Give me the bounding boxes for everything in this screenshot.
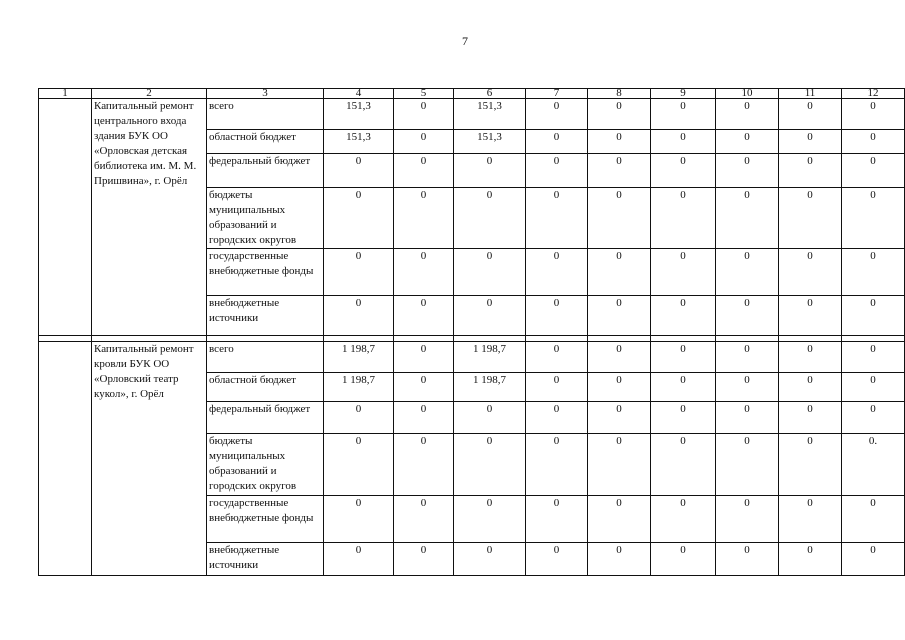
value-cell: 0 [526, 99, 588, 130]
value-cell: 0 [324, 188, 394, 249]
value-cell: 0 [454, 402, 526, 434]
value-cell: 1 198,7 [454, 342, 526, 373]
value-cell: 0 [779, 434, 842, 496]
value-cell: 0 [716, 434, 779, 496]
funding-source: бюджеты муниципальных образований и городских округов [207, 188, 324, 249]
value-cell: 0 [394, 342, 454, 373]
value-cell: 0 [588, 130, 651, 154]
value-cell: 151,3 [324, 99, 394, 130]
value-cell: 0 [779, 99, 842, 130]
value-cell: 0 [526, 342, 588, 373]
value-cell: 0 [842, 154, 905, 188]
value-cell: 0 [651, 543, 716, 576]
value-cell: 1 198,7 [454, 373, 526, 402]
value-cell: 0 [842, 342, 905, 373]
value-cell: 0 [588, 99, 651, 130]
value-cell: 0 [651, 342, 716, 373]
funding-source: федеральный бюджет [207, 402, 324, 434]
value-cell: 0 [716, 154, 779, 188]
funding-source: областной бюджет [207, 130, 324, 154]
value-cell: 0 [526, 249, 588, 296]
value-cell: 0 [779, 342, 842, 373]
value-cell: 0 [454, 296, 526, 336]
value-cell: 0 [779, 188, 842, 249]
value-cell: 151,3 [454, 99, 526, 130]
value-cell: 0 [526, 373, 588, 402]
value-cell: 0 [842, 130, 905, 154]
value-cell: 0 [454, 434, 526, 496]
value-cell: 0 [588, 402, 651, 434]
value-cell: 0 [716, 373, 779, 402]
value-cell: 0 [651, 130, 716, 154]
funding-source: государственные внебюджетные фонды [207, 496, 324, 543]
value-cell: 0 [526, 154, 588, 188]
value-cell: 0 [526, 296, 588, 336]
column-number-10: 10 [716, 89, 779, 99]
value-cell: 0 [651, 496, 716, 543]
value-cell: 0 [716, 99, 779, 130]
value-cell: 0 [651, 373, 716, 402]
column-number-8: 8 [588, 89, 651, 99]
value-cell: 0 [842, 296, 905, 336]
value-cell: 0 [716, 496, 779, 543]
funding-source: бюджеты муниципальных образований и городских округов [207, 434, 324, 496]
value-cell: 0 [454, 496, 526, 543]
value-cell: 0 [454, 543, 526, 576]
value-cell: 1 198,7 [324, 342, 394, 373]
value-cell: 0 [651, 99, 716, 130]
value-cell: 0 [716, 342, 779, 373]
value-cell: 0 [588, 373, 651, 402]
value-cell: 0 [588, 249, 651, 296]
value-cell: 0 [394, 99, 454, 130]
funding-source: внебюджетные источники [207, 543, 324, 576]
value-cell: 0. [842, 434, 905, 496]
value-cell: 0 [588, 496, 651, 543]
value-cell: 0 [454, 249, 526, 296]
table-row [39, 99, 905, 130]
column-number-4: 4 [324, 89, 394, 99]
value-cell: 0 [842, 99, 905, 130]
value-cell: 0 [394, 496, 454, 543]
value-cell: 0 [588, 296, 651, 336]
value-cell: 0 [526, 402, 588, 434]
funding-source: областной бюджет [207, 373, 324, 402]
value-cell: 0 [526, 130, 588, 154]
value-cell: 0 [716, 188, 779, 249]
value-cell: 0 [394, 130, 454, 154]
value-cell: 0 [324, 296, 394, 336]
value-cell: 0 [716, 296, 779, 336]
value-cell: 0 [779, 154, 842, 188]
value-cell: 0 [651, 434, 716, 496]
value-cell: 0 [651, 154, 716, 188]
value-cell: 0 [842, 543, 905, 576]
value-cell: 0 [324, 402, 394, 434]
column-number-12: 12 [842, 89, 905, 99]
value-cell: 0 [716, 249, 779, 296]
value-cell: 0 [779, 130, 842, 154]
value-cell: 0 [651, 296, 716, 336]
value-cell: 151,3 [324, 130, 394, 154]
page-number: 7 [462, 34, 468, 48]
value-cell: 0 [324, 434, 394, 496]
value-cell: 0 [842, 496, 905, 543]
value-cell: 0 [324, 154, 394, 188]
column-number-3: 3 [207, 89, 324, 99]
value-cell: 0 [324, 249, 394, 296]
value-cell: 0 [526, 188, 588, 249]
column-number-2: 2 [92, 89, 207, 99]
value-cell: 0 [394, 188, 454, 249]
value-cell: 0 [588, 188, 651, 249]
funding-source: всего [207, 342, 324, 373]
column-number-7: 7 [526, 89, 588, 99]
value-cell: 0 [394, 543, 454, 576]
value-cell: 0 [394, 402, 454, 434]
column-number-11: 11 [779, 89, 842, 99]
value-cell: 0 [394, 373, 454, 402]
value-cell: 0 [324, 543, 394, 576]
column-number-1: 1 [39, 89, 92, 99]
value-cell: 0 [779, 496, 842, 543]
value-cell: 0 [716, 402, 779, 434]
column-number-6: 6 [454, 89, 526, 99]
value-cell: 0 [651, 402, 716, 434]
funding-source: внебюджетные источники [207, 296, 324, 336]
value-cell: 0 [779, 543, 842, 576]
value-cell: 0 [588, 342, 651, 373]
value-cell: 0 [651, 249, 716, 296]
value-cell: 0 [394, 434, 454, 496]
value-cell: 0 [588, 543, 651, 576]
value-cell: 0 [454, 154, 526, 188]
value-cell: 1 198,7 [324, 373, 394, 402]
column-number-5: 5 [394, 89, 454, 99]
value-cell: 0 [842, 188, 905, 249]
row-number-cell [39, 99, 92, 336]
value-cell: 0 [526, 543, 588, 576]
value-cell: 151,3 [454, 130, 526, 154]
value-cell: 0 [454, 188, 526, 249]
value-cell: 0 [526, 434, 588, 496]
value-cell: 0 [588, 434, 651, 496]
value-cell: 0 [394, 296, 454, 336]
column-number-9: 9 [651, 89, 716, 99]
value-cell: 0 [779, 402, 842, 434]
value-cell: 0 [394, 154, 454, 188]
value-cell: 0 [842, 373, 905, 402]
value-cell: 0 [779, 296, 842, 336]
value-cell: 0 [324, 496, 394, 543]
value-cell: 0 [526, 496, 588, 543]
value-cell: 0 [842, 249, 905, 296]
value-cell: 0 [842, 402, 905, 434]
value-cell: 0 [716, 130, 779, 154]
funding-source: всего [207, 99, 324, 130]
funding-source: федеральный бюджет [207, 154, 324, 188]
value-cell: 0 [716, 543, 779, 576]
project-name: Капитальный ремонт центрального входа здания БУК ОО «Орловская детская библиотека им. М. М. Пришвина», г. Орёл [92, 99, 207, 336]
value-cell: 0 [394, 249, 454, 296]
value-cell: 0 [779, 373, 842, 402]
value-cell: 0 [588, 154, 651, 188]
row-number-cell [39, 342, 92, 576]
header-row [39, 89, 905, 99]
project-name: Капитальный ремонт кровли БУК ОО «Орловский театр кукол», г. Орёл [92, 342, 207, 576]
value-cell: 0 [779, 249, 842, 296]
value-cell: 0 [651, 188, 716, 249]
budget-table [38, 88, 905, 576]
funding-source: государственные внебюджетные фонды [207, 249, 324, 296]
table-row [39, 342, 905, 373]
